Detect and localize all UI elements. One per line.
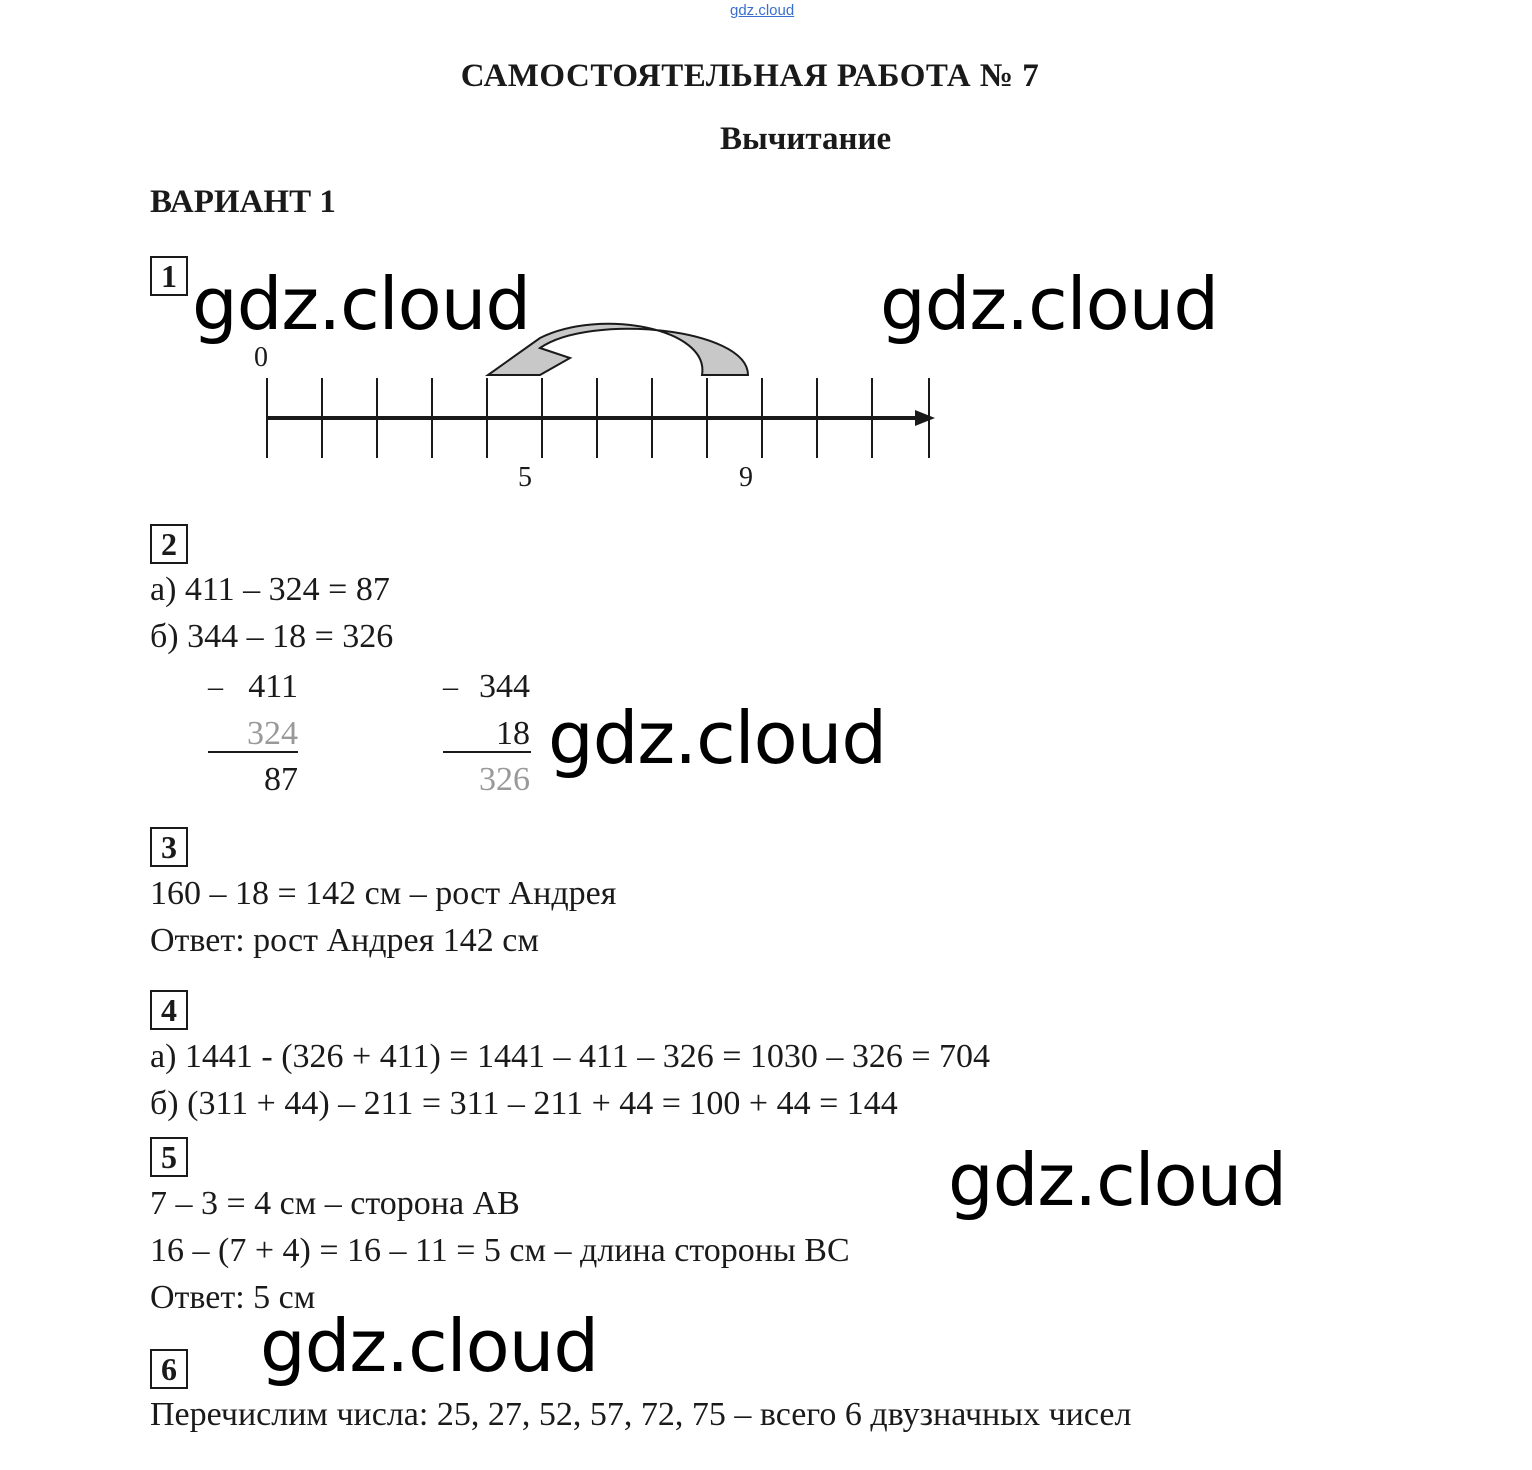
task-number-2: 2: [150, 524, 188, 564]
watermark: gdz.cloud: [260, 1304, 599, 1388]
minuend: 344: [479, 668, 530, 705]
difference: 87: [264, 761, 298, 798]
subtrahend: 18: [496, 715, 530, 752]
task3-answer: Ответ: рост Андрея 142 см: [150, 922, 539, 959]
task6-line-1: Перечислим числа: 25, 27, 52, 57, 72, 75 – всего 6 двузначных чисел: [150, 1396, 1132, 1433]
watermark: gdz.cloud: [948, 1138, 1287, 1222]
number-line-label-9: 9: [739, 462, 753, 493]
minus-sign: _: [208, 660, 223, 693]
number-line-arrowhead: [915, 410, 935, 426]
task-number-6: 6: [150, 1349, 188, 1389]
watermark: gdz.cloud: [548, 696, 887, 780]
task5-line-1: 7 – 3 = 4 см – сторона АВ: [150, 1185, 520, 1222]
task3-line-1: 160 – 18 = 142 см – рост Андрея: [150, 875, 617, 912]
minuend: 411: [248, 668, 298, 705]
task-number-5: 5: [150, 1137, 188, 1177]
difference: 326: [479, 761, 530, 798]
page-subtitle: Вычитание: [720, 121, 892, 157]
watermark: gdz.cloud: [880, 262, 1219, 346]
number-line-label-0: 0: [254, 342, 268, 373]
task5-answer: Ответ: 5 см: [150, 1279, 316, 1316]
variant-heading: ВАРИАНТ 1: [150, 184, 336, 220]
task-number-1: 1: [150, 256, 188, 296]
task4-line-b: б) (311 + 44) – 211 = 311 – 211 + 44 = 100 + 44 = 144: [150, 1085, 898, 1122]
page-title: САМОСТОЯТЕЛЬНАЯ РАБОТА № 7: [460, 58, 1040, 94]
task-number-4: 4: [150, 990, 188, 1030]
column-underline: [443, 751, 531, 753]
column-underline: [208, 751, 298, 753]
task4-line-a: а) 1441 - (326 + 411) = 1441 – 411 – 326 = 1030 – 326 = 704: [150, 1038, 991, 1075]
minus-sign: _: [443, 660, 458, 693]
task5-line-2: 16 – (7 + 4) = 16 – 11 = 5 см – длина стороны ВС: [150, 1232, 850, 1269]
top-watermark-link[interactable]: gdz.cloud: [730, 2, 795, 19]
task2-line-a: а) 411 – 324 = 87: [150, 571, 390, 608]
number-line-label-5: 5: [518, 462, 532, 493]
task-number-3: 3: [150, 827, 188, 867]
subtrahend: 324: [247, 715, 298, 752]
watermark: gdz.cloud: [192, 262, 531, 346]
task2-line-b: б) 344 – 18 = 326: [150, 618, 394, 655]
